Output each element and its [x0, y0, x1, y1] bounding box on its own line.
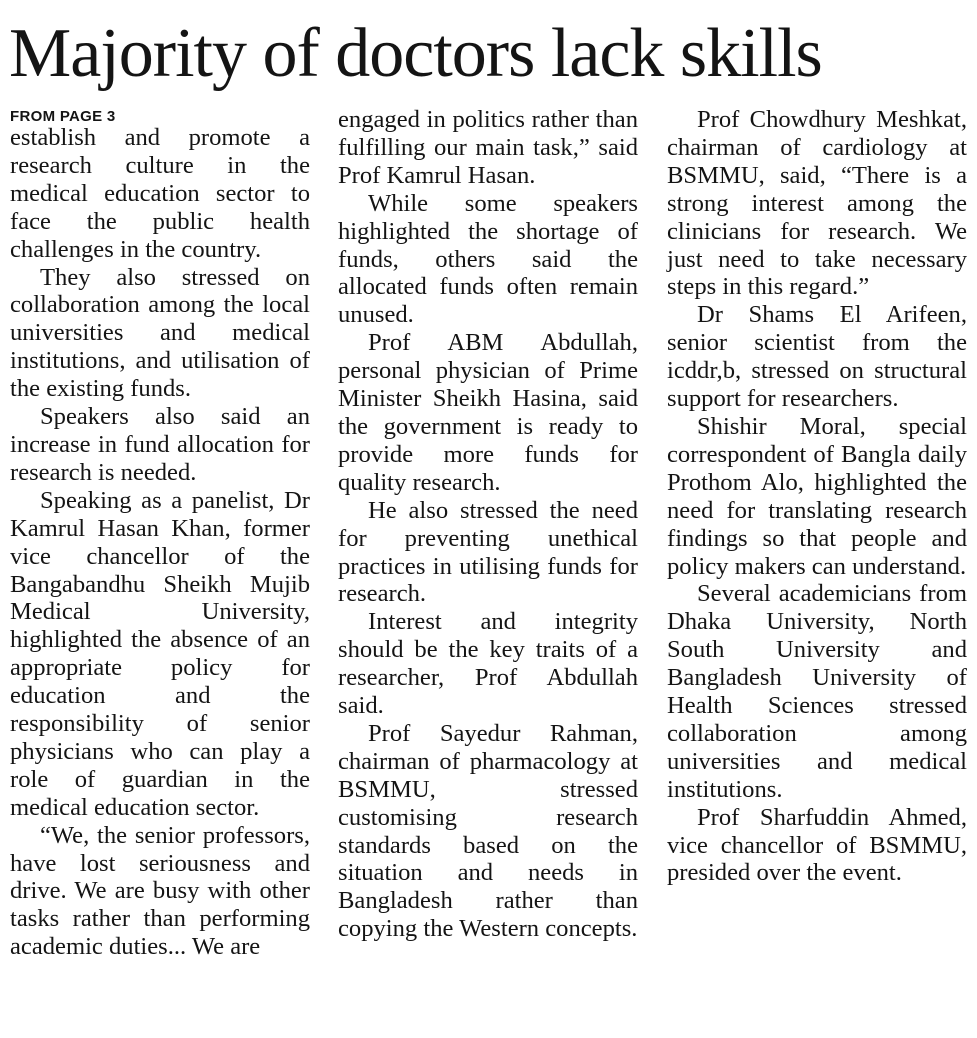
paragraph: Prof Sharfuddin Ahmed, vice chancellor of BSMMU, presided over the event.	[667, 803, 967, 887]
paragraph: “We, the senior professors, have lost seriousness and drive. We are busy with other tasks rather than performing academic duties... We are	[10, 821, 310, 961]
paragraph: Dr Shams El Arifeen, senior scientist from the icddr,b, stressed on structural support for researchers.	[667, 301, 967, 413]
paragraph: Interest and integrity should be the key traits of a researcher, Prof Abdullah said.	[338, 608, 638, 720]
paragraph: Speaking as a panelist, Dr Kamrul Hasan Khan, former vice chancellor of the Bangabandhu Sheikh Mujib Medical University, highlighted the absence of an appropriate policy for education and the responsibility of senior physicians who can play a role of guardian in the medical education sector.	[10, 486, 310, 821]
paragraph: Speakers also said an increase in fund allocation for research is needed.	[10, 403, 310, 486]
article-column-2	[338, 106, 638, 943]
paragraph: Prof Sayedur Rahman, chairman of pharmacology at BSMMU, stressed customising research standards based on the situation and needs in Bangladesh rather than copying the Western concepts.	[338, 719, 638, 943]
paragraph: Prof ABM Abdullah, personal physician of Prime Minister Sheikh Hasina, said the government is ready to provide more funds for quality research.	[338, 329, 638, 496]
article-column-1	[10, 106, 310, 961]
paragraph: Prof Chowdhury Meshkat, chairman of cardiology at BSMMU, said, “There is a strong interest among the clinicians for research. We just need to take necessary steps in this regard.”	[667, 106, 967, 301]
paragraph: engaged in politics rather than fulfilling our main task,” said Prof Kamrul Hasan.	[338, 106, 638, 189]
paragraph: Several academicians from Dhaka University, North South University and Bangladesh University of Health Sciences stressed collaboration among universities and medical institutions.	[667, 580, 967, 803]
headline: Majority of doctors lack skills	[9, 15, 822, 92]
continuation-kicker: FROM PAGE 3	[10, 108, 116, 125]
paragraph: He also stressed the need for preventing unethical practices in utilising funds for research.	[338, 496, 638, 608]
paragraph: Shishir Moral, special correspondent of Bangla daily Prothom Alo, highlighted the need for translating research findings so that people and policy makers can understand.	[667, 412, 967, 580]
paragraph: While some speakers highlighted the shortage of funds, others said the allocated funds often remain unused.	[338, 189, 638, 329]
article-column-3	[667, 106, 967, 887]
paragraph: establish and promote a research culture in the medical education sector to face the public health challenges in the country.	[10, 124, 310, 263]
paragraph: They also stressed on collaboration among the local universities and medical institutions, and utilisation of the existing funds.	[10, 263, 310, 403]
